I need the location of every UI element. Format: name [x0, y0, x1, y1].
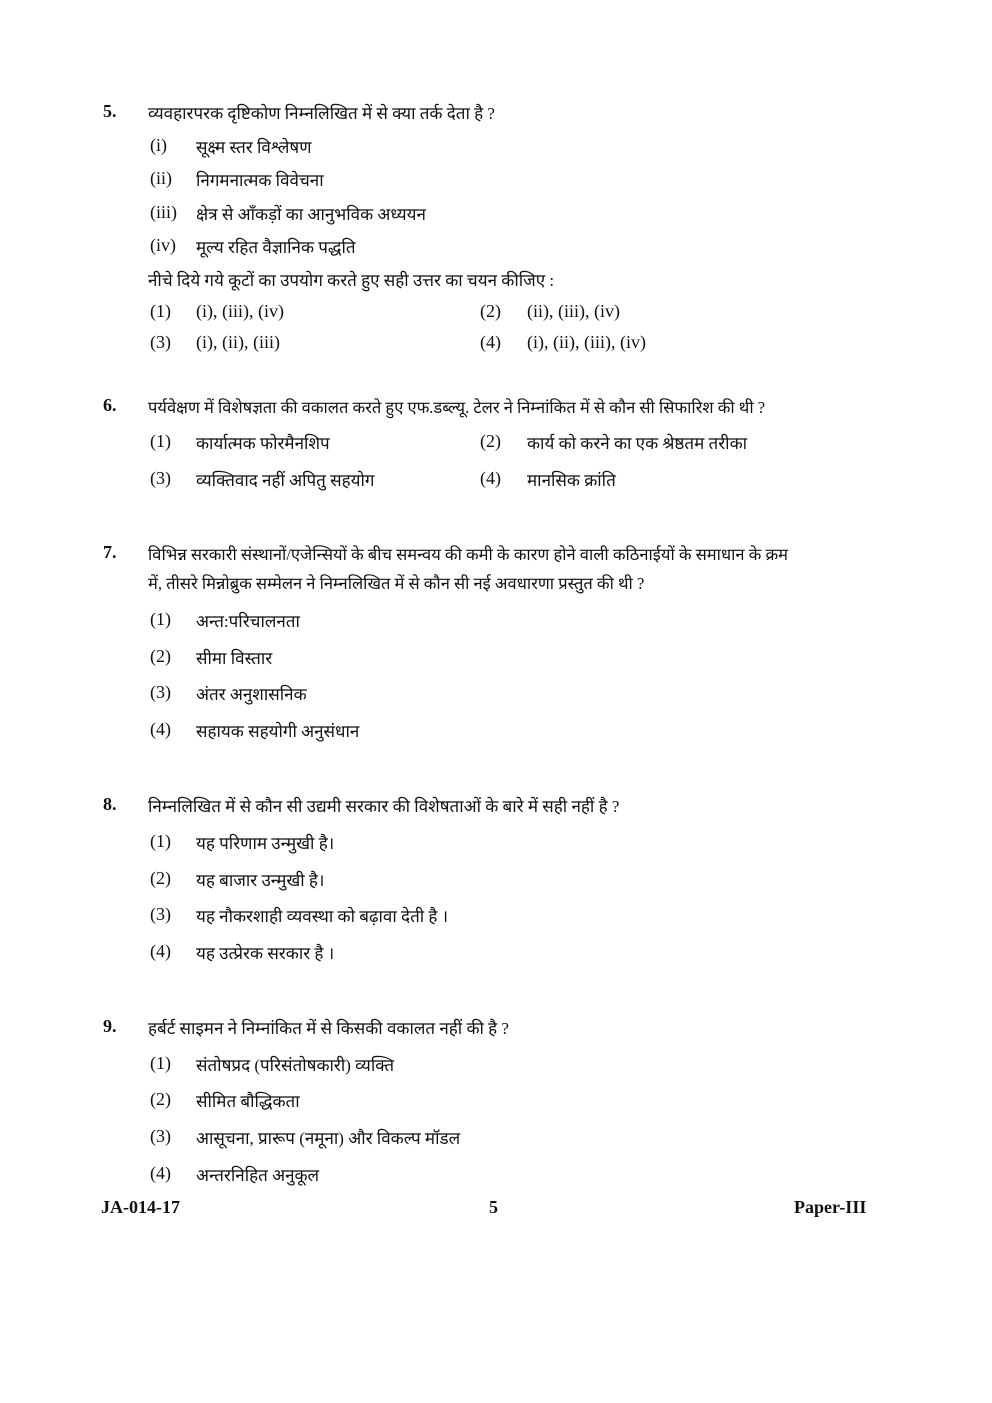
option-label: (3) [150, 682, 171, 702]
option-text: सीमित बौद्धिकता [196, 1092, 300, 1111]
option-label: (4) [480, 468, 501, 488]
statement-label: (i) [150, 135, 167, 155]
statement-text: मूल्य रहित वैज्ञानिक पद्धति [196, 238, 356, 257]
option-text: अन्त:परिचालनता [196, 612, 300, 631]
option-text: अन्तरनिहित अनुकूल [196, 1166, 320, 1185]
option-label: (1) [150, 1053, 171, 1073]
question-number: 5. [103, 101, 117, 121]
question-number: 8. [103, 794, 117, 814]
option-text: आसूचना, प्रारूप (नमूना) और विकल्प मॉडल [196, 1129, 461, 1148]
paper-code: JA-014-17 [101, 1197, 180, 1217]
option-text: मानसिक क्रांति [527, 471, 616, 490]
statement-label: (iii) [150, 202, 177, 222]
option-text: अंतर अनुशासनिक [196, 685, 307, 704]
option-text: सीमा विस्तार [196, 649, 273, 668]
statement-text: निगमनात्मक विवेचना [196, 171, 324, 190]
option-text: (i), (ii), (iii) [196, 332, 280, 352]
option-text: (ii), (iii), (iv) [527, 301, 620, 321]
statement-text: क्षेत्र से आँकड़ों का आनुभविक अध्ययन [196, 205, 426, 224]
option-text: (i), (ii), (iii), (iv) [527, 332, 646, 352]
option-label: (1) [150, 301, 171, 321]
statement-label: (ii) [150, 168, 172, 188]
option-text: संतोषप्रद (परिसंतोषकारी) व्यक्ति [196, 1056, 395, 1075]
option-label: (4) [150, 941, 171, 961]
question-text-line2: में, तीसरे मिन्नोब्रुक सम्मेलन ने निम्नलिखित में से कौन सी नई अवधारणा प्रस्तुत की थी ? [148, 574, 645, 593]
question-number: 9. [103, 1016, 117, 1036]
question-number: 7. [103, 542, 117, 562]
option-text: यह परिणाम उन्मुखी है। [196, 834, 335, 853]
question-number: 6. [103, 395, 117, 415]
statement-text: सूक्ष्म स्तर विश्लेषण [196, 138, 312, 157]
option-label: (2) [150, 1089, 171, 1109]
option-text: व्यक्तिवाद नहीं अपितु सहयोग [196, 471, 375, 490]
option-text: सहायक सहयोगी अनुसंधान [196, 722, 360, 741]
option-label: (1) [150, 609, 171, 629]
question-text: हर्बर्ट साइमन ने निम्नांकित में से किसकी वकालत नहीं की है ? [148, 1019, 509, 1038]
option-label: (1) [150, 431, 171, 451]
option-text: (i), (iii), (iv) [196, 301, 284, 321]
statement-label: (iv) [150, 235, 176, 255]
page-number: 5 [489, 1197, 498, 1217]
question-text: निम्नलिखित में से कौन सी उद्यमी सरकार की विशेषताओं के बारे में सही नहीं है ? [148, 797, 620, 816]
question-text-line1: विभिन्न सरकारी संस्थानों/एजेन्सियों के बीच समन्वय की कमी के कारण होने वाली कठिनाईयों के समाधान के क्रम [148, 545, 788, 564]
option-label: (4) [150, 719, 171, 739]
option-label: (2) [480, 301, 501, 321]
option-label: (3) [150, 1126, 171, 1146]
option-text: यह बाजार उन्मुखी है। [196, 871, 325, 890]
question-text: पर्यवेक्षण में विशेषज्ञता की वकालत करते हुए एफ.डब्ल्यू. टेलर ने निम्नांकित में से कौन सी सिफारिश की थी ? [148, 398, 766, 417]
option-label: (2) [150, 646, 171, 666]
option-label: (3) [150, 332, 171, 352]
option-label: (4) [480, 332, 501, 352]
option-label: (1) [150, 831, 171, 851]
option-text: कार्यात्मक फोरमैनशिप [196, 434, 330, 453]
option-text: यह नौकरशाही व्यवस्था को बढ़ावा देती है । [196, 907, 449, 926]
option-label: (2) [480, 431, 501, 451]
option-label: (3) [150, 468, 171, 488]
question-text: व्यवहारपरक दृष्टिकोण निम्नलिखित में से क्या तर्क देता है ? [148, 104, 495, 123]
instruction-text: नीचे दिये गये कूटों का उपयोग करते हुए सही उत्तर का चयन कीजिए : [148, 271, 555, 290]
option-label: (4) [150, 1163, 171, 1183]
option-label: (2) [150, 868, 171, 888]
option-text: यह उत्प्रेरक सरकार है । [196, 944, 335, 963]
option-label: (3) [150, 904, 171, 924]
option-text: कार्य को करने का एक श्रेष्ठतम तरीका [527, 434, 748, 453]
paper-title: Paper-III [794, 1197, 867, 1217]
